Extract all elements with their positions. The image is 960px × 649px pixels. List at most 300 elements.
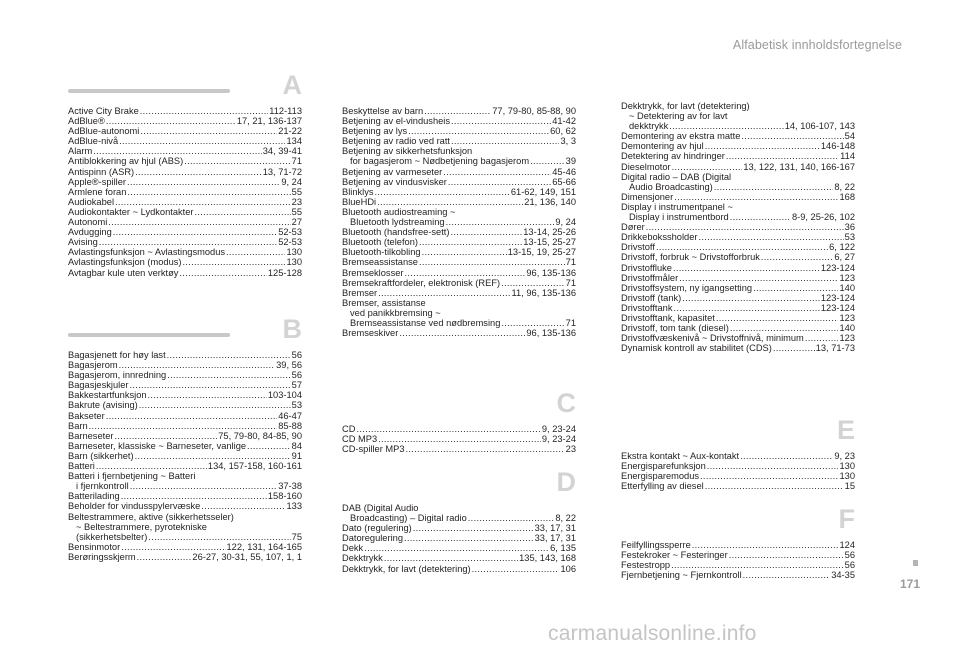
index-entry (342, 318, 576, 328)
dot-leader (741, 131, 843, 141)
dot-leader (127, 187, 290, 197)
entry-term: Barn (sikkerhet) (68, 450, 134, 461)
section-letter: A (282, 70, 302, 100)
index-entry (621, 293, 855, 303)
dot-leader (378, 288, 510, 298)
dot-leader (148, 532, 290, 542)
entry-pages: 13, 71-73 (815, 343, 855, 354)
entry-term: Dieselmotor (621, 161, 671, 172)
dot-leader (707, 461, 839, 471)
entry-term: Beltestrammere, aktive (sikkerhetsseler) (68, 511, 234, 522)
dot-leader (698, 232, 843, 242)
entry-term: Display i instrumentpanel ~ (621, 201, 733, 212)
entry-pages: 112-113 (269, 106, 302, 116)
index-entry (68, 461, 302, 471)
entry-pages: 23 (565, 444, 576, 455)
index-entry (68, 116, 302, 126)
entry-term: Fjernbetjening ~ Fjernkontroll (621, 570, 742, 581)
entry-term: Bluetooth lydstreaming (350, 217, 445, 228)
section-c (342, 388, 576, 454)
section-header (621, 504, 855, 534)
dot-leader (674, 192, 838, 202)
dot-leader (705, 481, 844, 491)
entry-term: Festekroker ~ Festeringer (621, 550, 728, 561)
dot-leader (419, 257, 565, 267)
dot-leader (184, 156, 290, 166)
dot-leader (106, 116, 236, 126)
entry-term: AdBlue-autonomi (68, 126, 140, 137)
entry-term: Drivstoff (621, 242, 655, 253)
index-entry (621, 560, 855, 570)
entry-pages: 53 (844, 232, 855, 243)
dot-leader (729, 550, 844, 560)
index-entry (342, 136, 576, 146)
entry-term: Demontering av ekstra matte (621, 131, 741, 142)
index-entry (68, 106, 302, 116)
entry-pages: 134 (286, 136, 302, 147)
entry-pages: 55 (291, 206, 302, 217)
entry-pages: 45-46 (552, 166, 576, 177)
section-letter: D (556, 467, 576, 497)
entry-list (342, 106, 576, 338)
entry-pages: 75, 79-80, 84-85, 90 (218, 430, 302, 441)
entry-pages: 9, 23-24 (541, 434, 576, 445)
dot-leader (121, 491, 267, 501)
entry-term: Detektering av hindringer (621, 151, 725, 162)
dot-leader (121, 542, 225, 552)
entry-pages: 9, 24 (555, 217, 576, 228)
entry-pages: 106 (560, 563, 576, 574)
entry-pages: 140 (839, 323, 855, 334)
dot-leader (422, 247, 507, 257)
dot-leader (139, 400, 291, 410)
dot-leader (364, 543, 549, 553)
entry-pages: 37-38 (278, 481, 302, 492)
index-entry (68, 532, 302, 542)
dot-leader (501, 278, 565, 288)
entry-term: Drivstoffmåler (621, 272, 679, 283)
section-header (68, 314, 302, 344)
index-entry (68, 257, 302, 267)
entry-term: ved panikkbremsing ~ (350, 307, 441, 318)
index-entry (621, 323, 855, 333)
entry-term: Demontering av hjul (621, 141, 704, 152)
dot-leader (93, 146, 261, 156)
dot-leader (446, 217, 555, 227)
dot-leader (753, 283, 838, 293)
index-entry (68, 522, 302, 532)
dot-leader (714, 182, 834, 192)
entry-pages: 96, 135-136 (526, 267, 576, 278)
index-entry (621, 101, 855, 111)
dot-leader (114, 431, 217, 441)
entry-list (342, 503, 576, 574)
entry-term: Bremsekraftfordeler, elektronisk (REF) (342, 277, 501, 288)
index-entry (68, 471, 302, 481)
entry-pages: 168 (839, 191, 855, 202)
page-header-title: Alfabetisk innholdsfortegnelse (732, 38, 902, 52)
entry-pages: 54 (844, 131, 855, 142)
dot-leader (135, 451, 291, 461)
index-entry (342, 288, 576, 298)
index-entry (342, 187, 576, 197)
entry-pages: 9, 23 (834, 451, 855, 461)
entry-term: Datoregulering (342, 533, 403, 544)
index-entry (68, 217, 302, 227)
index-entry (68, 350, 302, 360)
dot-leader (119, 136, 285, 146)
index-entry (621, 151, 855, 161)
entry-pages: 52-53 (278, 237, 302, 248)
index-entry (621, 111, 855, 121)
entry-term: Energisparemodus (621, 471, 700, 482)
entry-pages: 140 (839, 282, 855, 293)
entry-term: Apple®-spiller (68, 176, 127, 187)
index-entry (342, 523, 576, 533)
entry-pages: 123 (839, 272, 855, 283)
entry-pages: 125-128 (267, 267, 302, 278)
index-entry (68, 491, 302, 501)
index-entry (68, 390, 302, 400)
entry-pages: 56 (844, 550, 855, 561)
entry-pages: 26-27, 30-31, 55, 107, 1, 1 (192, 551, 302, 562)
dot-leader (89, 421, 278, 431)
entry-term: Betjening av sikkerhetsfunksjon (342, 146, 473, 157)
entry-pages: 23 (291, 196, 302, 207)
index-entry (68, 237, 302, 247)
entry-term: Bluetooth-tilkobling (342, 247, 421, 258)
dot-leader (716, 313, 839, 323)
index-entry (621, 313, 855, 323)
dot-leader (740, 451, 833, 461)
entry-pages: 27 (291, 217, 302, 228)
entry-term: Bagasjeskjuler (68, 380, 129, 391)
entry-pages: 65-66 (552, 176, 576, 187)
entry-pages: 8, 22 (834, 181, 855, 192)
section-d (342, 467, 576, 574)
entry-pages: 130 (286, 257, 302, 268)
index-entry (68, 177, 302, 187)
entry-list (342, 424, 576, 454)
entry-term: dekktrykk (629, 121, 669, 132)
entry-pages: 41-42 (552, 116, 576, 127)
entry-term: Bagasjenett for høy last (68, 350, 166, 360)
entry-term: Avising (68, 237, 98, 248)
dot-leader (377, 197, 523, 207)
entry-term: Drivstoffsystem, ny igangsetting (621, 282, 753, 293)
entry-term: Avtagbar kule uten verktøy (68, 267, 179, 278)
entry-term: Betjening av vindusvisker (342, 176, 447, 187)
index-entry (68, 441, 302, 451)
index-entry (621, 212, 855, 222)
entry-pages: 36 (844, 222, 855, 233)
entry-term: Audio Broadcasting) (629, 181, 713, 192)
entry-term: Bremser, assistanse (342, 297, 426, 308)
entry-term: Drivstoffvæskenivå ~ Drivstoffnivå, minimum (621, 333, 804, 344)
index-entry (342, 543, 576, 553)
entry-pages: 39, 56 (276, 360, 302, 371)
index-entry (68, 136, 302, 146)
index-entry (621, 343, 855, 353)
index-entry (68, 197, 302, 207)
entry-pages: 39 (565, 156, 576, 167)
entry-term: Avlastingsfunksjon (modus) (68, 257, 182, 268)
entry-term: Betjening av el-vindusheis (342, 116, 451, 127)
index-entry (68, 360, 302, 370)
dot-leader (472, 564, 560, 574)
entry-pages: 71 (565, 257, 576, 268)
entry-pages: 34, 39-41 (262, 146, 302, 157)
index-entry (342, 167, 576, 177)
entry-term: Drivstoff, tom tank (diesel) (621, 323, 729, 334)
section-letter: E (836, 415, 855, 445)
dot-leader (773, 343, 815, 353)
dot-leader (137, 552, 192, 562)
entry-term: Avdugging (68, 227, 112, 238)
entry-term: Betjening av varmeseter (342, 166, 443, 177)
index-entry (621, 172, 855, 182)
entry-term: Festestropp (621, 560, 671, 571)
index-entry (68, 501, 302, 511)
entry-pages: 71 (291, 156, 302, 167)
index-entry (342, 197, 576, 207)
index-entry (68, 542, 302, 552)
index-entry (342, 553, 576, 563)
entry-list (621, 101, 855, 353)
entry-pages: 146-148 (820, 141, 855, 152)
entry-term: Drivstoffluke (621, 262, 672, 273)
entry-pages: 122, 131, 164-165 (226, 541, 302, 552)
index-entry (621, 283, 855, 293)
dot-leader (700, 471, 838, 481)
entry-pages: 85-88 (278, 420, 302, 431)
index-entry (342, 278, 576, 288)
entry-term: Bakrute (avising) (68, 400, 138, 411)
dot-leader (96, 461, 207, 471)
dot-leader (378, 434, 541, 444)
index-entry (342, 268, 576, 278)
dot-leader (115, 197, 291, 207)
entry-term: CD MP3 (342, 434, 378, 445)
entry-pages: 56 (291, 350, 302, 360)
entry-term: BlueHDi (342, 196, 377, 207)
section-divider-bar (68, 333, 230, 337)
entry-term: Betjening av radio ved ratt (342, 136, 451, 147)
entry-pages: 91 (291, 450, 302, 461)
entry-term: Beholder for vindusspylervæske (68, 501, 201, 512)
entry-pages: 130 (286, 247, 302, 258)
section-a (68, 70, 302, 278)
entry-term: Bakseter (68, 410, 105, 421)
dot-leader (730, 323, 839, 333)
dot-leader (375, 187, 510, 197)
dot-leader (183, 257, 286, 267)
entry-pages: 134, 157-158, 160-161 (207, 461, 302, 472)
entry-term: Avlastingsfunksjon ~ Avlastingsmodus (68, 247, 226, 258)
section-d-continued (621, 70, 855, 353)
entry-list (621, 451, 855, 491)
entry-pages: 6, 135 (550, 543, 576, 554)
dot-leader (404, 268, 525, 278)
entry-pages: 9, 24 (281, 176, 302, 187)
index-entry (68, 481, 302, 491)
entry-term: Drivstofftank (621, 302, 673, 313)
entry-term: ~ Detektering av for lavt (629, 111, 728, 122)
index-entry (342, 298, 576, 308)
index-entry (621, 222, 855, 232)
entry-term: Dekktrykk (342, 553, 383, 564)
dot-leader (730, 212, 791, 222)
entry-pages: 84 (291, 440, 302, 451)
index-entry (68, 247, 302, 257)
entry-term: AdBlue® (68, 116, 105, 127)
dot-leader (805, 333, 839, 343)
index-entry (68, 370, 302, 380)
section-b-continued (342, 70, 576, 338)
dot-leader (356, 424, 540, 434)
entry-list (621, 540, 855, 580)
entry-pages: 60, 62 (550, 126, 576, 137)
dot-leader (451, 136, 559, 146)
entry-term: Berøringsskjerm (68, 551, 136, 562)
index-entry (621, 481, 855, 491)
dot-leader (408, 126, 549, 136)
entry-pages: 13-14, 25-26 (523, 227, 576, 238)
entry-term: for bagasjerom ~ Nødbetjening bagasjerom (350, 156, 530, 167)
entry-pages: 13, 122, 131, 140, 166-167 (743, 161, 855, 172)
index-entry (342, 116, 576, 126)
entry-pages: 57 (291, 380, 302, 391)
entry-list (68, 350, 302, 562)
entry-pages: 17, 21, 136-137 (236, 116, 302, 127)
entry-term: AdBlue-nivå (68, 136, 119, 147)
index-entry (342, 237, 576, 247)
dot-leader (99, 237, 277, 247)
index-entry (342, 424, 576, 434)
entry-term: Dimensjoner (621, 191, 674, 202)
dot-leader (140, 106, 268, 116)
entry-term: Barneseter, klassiske ~ Barneseter, vanlige (68, 440, 247, 451)
entry-pages: 34-35 (831, 570, 855, 581)
entry-term: Dører (621, 222, 645, 233)
index-entry (342, 227, 576, 237)
entry-pages: 77, 79-80, 85-88, 90 (492, 106, 576, 116)
entry-pages: 135, 143, 168 (519, 553, 576, 564)
dot-leader (672, 162, 743, 172)
index-entry (68, 156, 302, 166)
entry-pages: 103-104 (267, 390, 302, 401)
entry-pages: 21-22 (278, 126, 302, 137)
entry-pages: 123-124 (820, 292, 855, 303)
index-entry (342, 513, 576, 523)
watermark: carmanualsonline.info (548, 622, 757, 645)
entry-term: Drikkebokssholder (621, 232, 698, 243)
index-entry (342, 106, 576, 116)
dot-leader (726, 151, 839, 161)
index-entry (68, 512, 302, 522)
index-entry (68, 552, 302, 562)
index-entry (68, 411, 302, 421)
entry-pages: 71 (565, 277, 576, 288)
dot-leader (129, 380, 290, 390)
entry-term: Audiokabel (68, 196, 115, 207)
dot-leader (167, 370, 290, 380)
entry-list (68, 106, 302, 278)
dot-leader (127, 177, 280, 187)
entry-term: Bluetooth (telefon) (342, 237, 418, 248)
entry-pages: 8, 22 (555, 513, 576, 524)
page-marker (913, 560, 918, 566)
section-f (621, 504, 855, 580)
dot-leader (673, 263, 820, 273)
index-entry (68, 421, 302, 431)
entry-pages: 13-15, 19, 25-27 (507, 247, 576, 258)
entry-pages: 13, 71-72 (262, 166, 302, 177)
entry-term: DAB (Digital Audio (342, 503, 419, 513)
index-entry (68, 380, 302, 390)
dot-leader (692, 540, 839, 550)
index-entry (342, 328, 576, 338)
entry-pages: 21, 136, 140 (524, 196, 576, 207)
entry-pages: 56 (291, 370, 302, 381)
section-b (68, 314, 302, 562)
entry-pages: 123 (839, 333, 855, 344)
dot-leader (761, 252, 833, 262)
entry-pages: 6, 122 (829, 242, 855, 253)
entry-pages: 8-9, 25-26, 102 (791, 212, 855, 223)
entry-term: Antispinn (ASR) (68, 166, 135, 177)
entry-pages: 9, 23-24 (541, 424, 576, 434)
entry-pages: 96, 135-136 (526, 328, 576, 339)
dot-leader (646, 222, 844, 232)
entry-pages: 61-62, 149, 151 (510, 186, 576, 197)
dot-leader (674, 303, 820, 313)
entry-pages: 11, 96, 135-136 (511, 287, 576, 298)
dot-leader (119, 360, 276, 370)
entry-term: Bremseskiver (342, 328, 399, 339)
index-entry (621, 232, 855, 242)
entry-pages: 15 (844, 481, 855, 492)
entry-pages: 3, 3 (560, 136, 576, 147)
dot-leader (413, 523, 534, 533)
entry-pages: 114 (840, 151, 855, 162)
entry-pages: 123-124 (820, 302, 855, 313)
entry-pages: 13-15, 25-27 (523, 237, 576, 248)
dot-leader (451, 227, 523, 237)
index-entry (342, 257, 576, 267)
entry-pages: 130 (839, 461, 855, 472)
entry-pages: 6, 27 (834, 252, 855, 263)
index-entry (68, 227, 302, 237)
entry-pages: 124 (839, 540, 855, 550)
entry-term: Bagasjerom, innredning (68, 370, 167, 381)
entry-pages: 133 (286, 501, 302, 512)
entry-pages: 75 (291, 531, 302, 542)
entry-term: CD-spiller MP3 (342, 444, 405, 455)
section-header (621, 415, 855, 445)
index-entry (621, 263, 855, 273)
dot-leader (108, 217, 290, 227)
index-entry (342, 247, 576, 257)
dot-leader (167, 350, 291, 360)
dot-leader (148, 390, 267, 400)
section-divider-bar (68, 89, 230, 93)
index-entry (621, 461, 855, 471)
entry-term: Dekktrykk, for lavt (detektering) (621, 101, 750, 111)
entry-term: Bremseassistanse ved nødbremsing (350, 317, 501, 328)
entry-term: Dekktrykk, for lavt (detektering) (342, 563, 471, 574)
index-entry (621, 333, 855, 343)
